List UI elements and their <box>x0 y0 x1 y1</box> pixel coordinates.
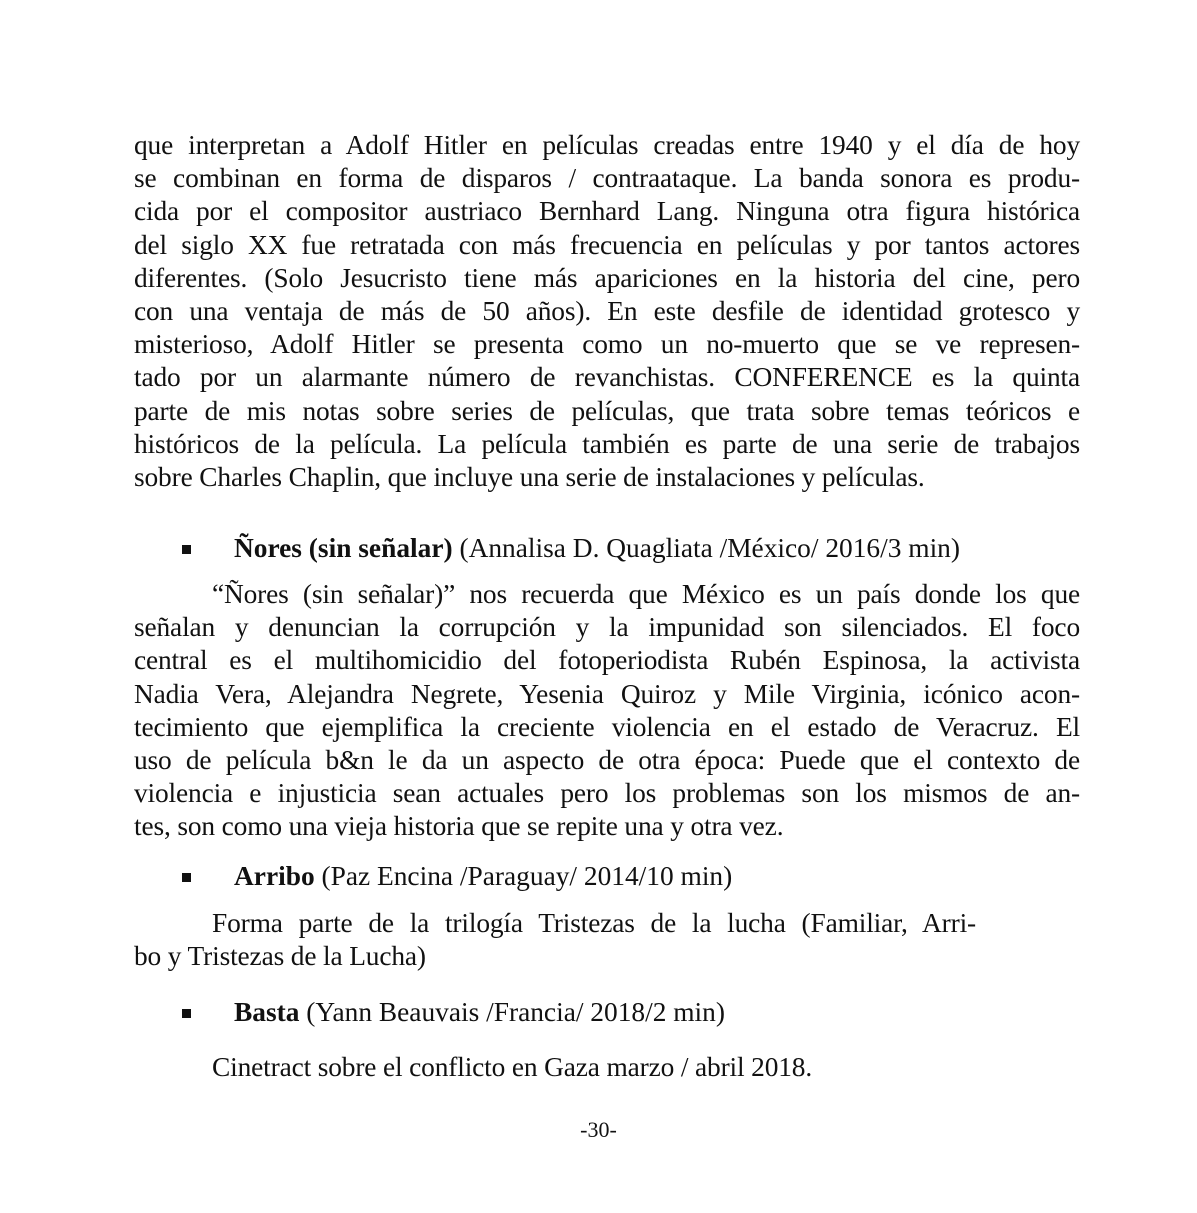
film-details: (Annalisa D. Quagliata /México/ 2016/3 min) <box>452 533 960 563</box>
text-line: tecimiento que ejemplifica la creciente violencia en el estado de Veracruz. El <box>134 711 1080 742</box>
film-details: (Paz Encina /Paraguay/ 2014/10 min) <box>314 861 733 891</box>
film-heading <box>234 996 725 1029</box>
text-line: central es el multihomicidio del fotoperiodista Rubén Espinosa, la activista <box>134 645 1080 676</box>
film-description <box>134 907 976 973</box>
text-line: “Ñores (sin señalar)” nos recuerda que México es un país donde los que <box>212 579 1080 609</box>
film-description <box>212 1051 1012 1084</box>
text-line: que interpretan a Adolf Hitler en películas creadas entre 1940 y el día de hoy <box>134 130 1080 160</box>
film-heading <box>234 860 732 893</box>
text-line: parte de mis notas sobre series de películas, que trata sobre temas teóricos e <box>134 395 1080 426</box>
film-details: (Yann Beauvais /Francia/ 2018/2 min) <box>299 997 725 1027</box>
bullet-icon <box>182 1009 191 1018</box>
bullet-icon <box>182 545 191 554</box>
film-description <box>134 578 1080 844</box>
text-line: cida por el compositor austriaco Bernhard Lang. Ninguna otra figura histórica <box>134 196 1080 227</box>
film-title: Arribo <box>234 861 315 891</box>
text-line: Nadia Vera, Alejandra Negrete, Yesenia Quiroz y Mile Virginia, icónico acon- <box>134 678 1080 709</box>
text-line: señalan y denuncian la corrupción y la impunidad son silenciados. El foco <box>134 612 1080 643</box>
intro-paragraph <box>134 129 1080 494</box>
text-line: Forma parte de la trilogía Tristezas de la lucha (Familiar, Arri- <box>212 908 976 938</box>
text-line: se combinan en forma de disparos / contraataque. La banda sonora es produ- <box>134 163 1080 194</box>
page-number: -30- <box>580 1117 617 1142</box>
text-line: Cinetract sobre el conflicto en Gaza marzo / abril 2018. <box>212 1052 813 1082</box>
text-line: bo y Tristezas de la Lucha) <box>134 941 426 972</box>
text-line: uso de película b&n le da un aspecto de otra época: Puede que el contexto de <box>134 745 1080 776</box>
film-title: Ñores (sin señalar) <box>234 533 453 563</box>
film-title: Basta <box>234 997 300 1027</box>
bullet-icon <box>182 873 191 882</box>
film-heading <box>234 532 960 565</box>
text-line: violencia e injusticia sean actuales pero los problemas son los mismos de an- <box>134 778 1080 809</box>
text-line: con una ventaja de más de 50 años). En este desfile de identidad grotesco y <box>134 296 1080 327</box>
text-line: históricos de la película. La película también es parte de una serie de trabajos <box>134 428 1080 459</box>
text-line: sobre Charles Chaplin, que incluye una serie de instalaciones y películas. <box>134 462 925 493</box>
text-line: diferentes. (Solo Jesucristo tiene más apariciones en la historia del cine, pero <box>134 262 1080 293</box>
text-line: tado por un alarmante número de revanchistas. CONFERENCE es la quinta <box>134 362 1080 393</box>
text-line: tes, son como una vieja historia que se repite una y otra vez. <box>134 811 784 842</box>
text-line: misterioso, Adolf Hitler se presenta como un no-muerto que se ve represen- <box>134 329 1080 360</box>
text-line: del siglo XX fue retratada con más frecuencia en películas y por tantos actores <box>134 229 1080 260</box>
